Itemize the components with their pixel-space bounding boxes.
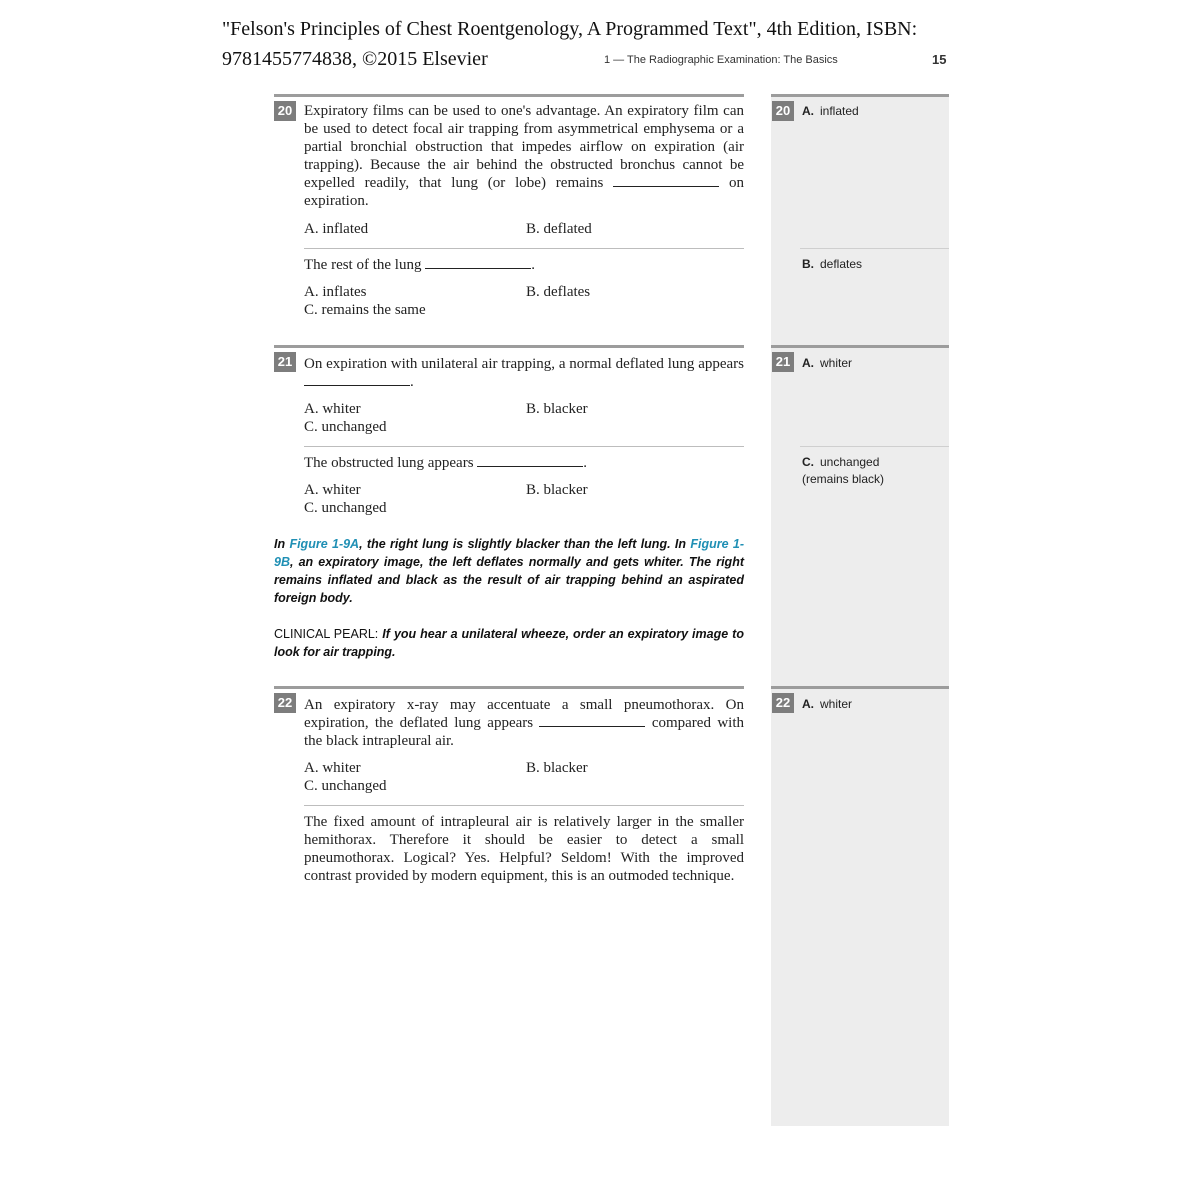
answer-22 <box>802 696 852 713</box>
frame-22-explanation: The fixed amount of intrapleural air is relatively larger in the smaller hemithorax. Therefore it should be easier to detect a small pneumothorax. Logical? Yes. Helpful? Seldom! With the improved contrast provided by modern equipment, this is an outmoded technique. <box>304 814 744 884</box>
answer-divider <box>771 686 949 689</box>
answer-subdivider <box>800 446 949 447</box>
question-text-end: compared with the black intrapleural air. <box>304 715 744 749</box>
clinical-pearl-label: CLINICAL PEARL: <box>274 627 379 641</box>
option-b: B. deflates <box>526 284 591 300</box>
question-text: On expiration with unilateral air trapping, a normal deflated lung appears <box>304 356 744 372</box>
answer-note: (remains black) <box>802 472 885 486</box>
question-text: Expiratory films can be used to one's advantage. An expiratory film can be used to detect focal air trapping from asymmetrical emphysema or a partial bronchial obstruction that impedes airflow on expiration (air trapping). Because the air behind the obstructed bronchus cannot be expelled readily, that lung (or lobe) remains <box>304 103 744 191</box>
explanation-divider <box>304 805 744 806</box>
answer-letter: C. <box>802 455 814 469</box>
followup-text-end: . <box>583 455 588 471</box>
option-b: B. deflated <box>526 221 592 237</box>
answer-text: inflated <box>820 104 859 118</box>
followup-text: The obstructed lung appears <box>304 455 474 471</box>
page-number: 15 <box>932 52 947 67</box>
answer-letter: A. <box>802 356 814 370</box>
option-c: C. remains the same <box>304 302 426 318</box>
answer-text: whiter <box>820 356 853 370</box>
option-a: A. inflates <box>304 284 367 300</box>
frame-divider <box>274 345 744 348</box>
option-a: A. inflated <box>304 221 369 237</box>
note-text: In <box>274 537 290 551</box>
frame-22-question <box>304 696 744 750</box>
figure-link-1-9a[interactable]: Figure 1-9A <box>289 537 360 551</box>
answer-number-20: 20 <box>772 101 794 121</box>
followup-text-end: . <box>531 257 535 273</box>
option-b: B. blacker <box>526 760 588 776</box>
answer-letter: B. <box>802 257 814 271</box>
option-a: A. whiter <box>304 482 361 498</box>
answer-blank <box>425 257 531 269</box>
option-b: B. blacker <box>526 401 588 417</box>
answer-20-followup <box>802 256 862 273</box>
answer-number-22: 22 <box>772 693 794 713</box>
answer-blank <box>613 175 719 187</box>
answer-blank <box>304 374 410 386</box>
answer-divider <box>771 94 949 97</box>
answer-text: deflates <box>820 257 863 271</box>
option-c: C. unchanged <box>304 500 387 516</box>
question-text-end: . <box>410 374 414 390</box>
figure-link-1-9b[interactable]: Figure 1-9B <box>274 537 744 569</box>
clinical-pearl-text: If you hear a unilateral wheeze, order an expiratory image to look for air trapping. <box>274 627 744 659</box>
frame-number-22: 22 <box>274 693 296 713</box>
frame-20-question <box>304 102 744 210</box>
answer-text: whiter <box>820 697 853 711</box>
followup-text: The rest of the lung <box>304 257 422 273</box>
answer-blank <box>539 715 645 727</box>
question-text: An expiratory x-ray may accentuate a small pneumothorax. On expiration, the deflated lung appears <box>304 697 744 731</box>
answer-21 <box>802 355 852 372</box>
frame-divider <box>274 686 744 689</box>
answer-number-21: 21 <box>772 352 794 372</box>
followup-divider <box>304 248 744 249</box>
answer-blank <box>477 455 583 467</box>
running-head: 1 — The Radiographic Examination: The Basics <box>604 54 838 66</box>
answer-21-followup <box>802 454 942 488</box>
frame-number-21: 21 <box>274 352 296 372</box>
answer-letter: A. <box>802 697 814 711</box>
option-a: A. whiter <box>304 401 361 417</box>
answer-column <box>771 96 949 1126</box>
option-c: C. unchanged <box>304 419 387 435</box>
frame-divider <box>274 94 744 97</box>
answer-20 <box>802 103 859 120</box>
answer-letter: A. <box>802 104 814 118</box>
clinical-pearl <box>274 625 744 661</box>
frame-21-followup <box>304 454 744 472</box>
answer-divider <box>771 345 949 348</box>
frame-20-followup <box>304 256 744 274</box>
book-title: "Felson's Principles of Chest Roentgenology, A Programmed Text", 4th Edition, ISBN: 9781455774838, ©2015 Elsevier <box>222 18 918 70</box>
option-b: B. blacker <box>526 482 588 498</box>
frame-number-20: 20 <box>274 101 296 121</box>
answer-subdivider <box>800 248 949 249</box>
note-text: , an expiratory image, the left deflates normally and gets whiter. The right remains inflated and black as the result of air trapping behind an aspirated foreign body. <box>274 555 744 605</box>
question-text-end: on expiration. <box>304 175 745 209</box>
option-a: A. whiter <box>304 760 361 776</box>
figure-note <box>274 535 744 607</box>
followup-divider <box>304 446 744 447</box>
frame-21-question <box>304 355 744 391</box>
note-text: , the right lung is slightly blacker than the left lung. In <box>359 537 691 551</box>
option-c: C. unchanged <box>304 778 387 794</box>
answer-text: unchanged <box>820 455 880 469</box>
